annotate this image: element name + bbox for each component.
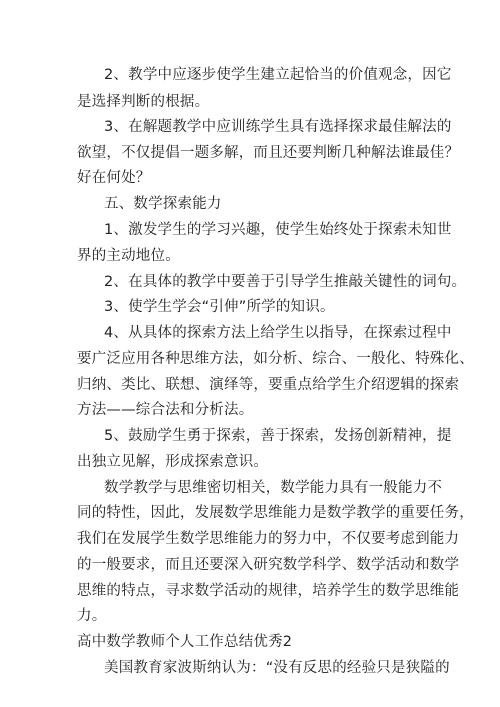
paragraph-3-line-1: 3、在解题教学中应训练学生具有选择探求最佳解法的 — [104, 119, 452, 135]
quote-paragraph-line-1: 美国教育家波斯纳认为：“没有反思的经验只是狭隘的 — [104, 660, 450, 676]
item-5-line-1: 5、鼓励学生勇于探索，善于探索，发扬创新精神，提 — [104, 428, 452, 444]
paragraph-2-line-2: 是选择判断的根据。 — [77, 94, 210, 110]
summary-paragraph-line-6: 力。 — [77, 608, 107, 624]
summary-paragraph-line-5: 思维的特点，寻求数学活动的规律，培养学生的数学思维能 — [77, 583, 460, 599]
paragraph-3-line-2: 欲望，不仅提倡一题多解，而且还要判断几种解法谁最佳？ — [77, 145, 460, 161]
summary-paragraph-line-3: 我们在发展学生数学思维能力的努力中，不仅要考虑到能力 — [77, 531, 460, 547]
item-4-line-1: 4、从具体的探索方法上给学生以指导，在探索过程中 — [104, 325, 452, 341]
paragraph-3-line-3: 好在何处？ — [77, 170, 151, 186]
item-4-line-4: 方法——综合法和分析法。 — [77, 402, 254, 418]
section-heading-5: 五、数学探索能力 — [104, 196, 222, 212]
item-4-line-2: 要广泛应用各种思维方法，如分析、综合、一般化、特殊化、 — [77, 351, 474, 367]
item-2-line-1: 2、在具体的教学中要善于引导学生推敲关键性的词句。 — [104, 274, 467, 290]
item-4-line-3: 归纳、类比、联想、演绎等，要重点给学生介绍逻辑的探索 — [77, 377, 460, 393]
paragraph-2-line-1: 2、教学中应逐步使学生建立起恰当的价值观念，因它 — [104, 67, 452, 83]
item-5-line-2: 出独立见解，形成探索意识。 — [77, 454, 269, 470]
summary-paragraph-line-4: 的一般要求，而且还要深入研究数学科学、数学活动和数学 — [77, 557, 460, 573]
item-1-line-1: 1、激发学生的学习兴趣，使学生始终处于探索未知世 — [104, 222, 452, 238]
article-title-2: 高中数学教师个人工作总结优秀2 — [77, 634, 293, 650]
item-1-line-2: 界的主动地位。 — [77, 248, 180, 264]
summary-paragraph-line-1: 数学教学与思维密切相关，数学能力具有一般能力不 — [104, 480, 443, 496]
item-3-line-1: 3、使学生学会“引伸”所学的知识。 — [104, 299, 335, 315]
summary-paragraph-line-2: 同的特性，因此，发展数学思维能力是数学教学的重要任务， — [77, 505, 474, 521]
